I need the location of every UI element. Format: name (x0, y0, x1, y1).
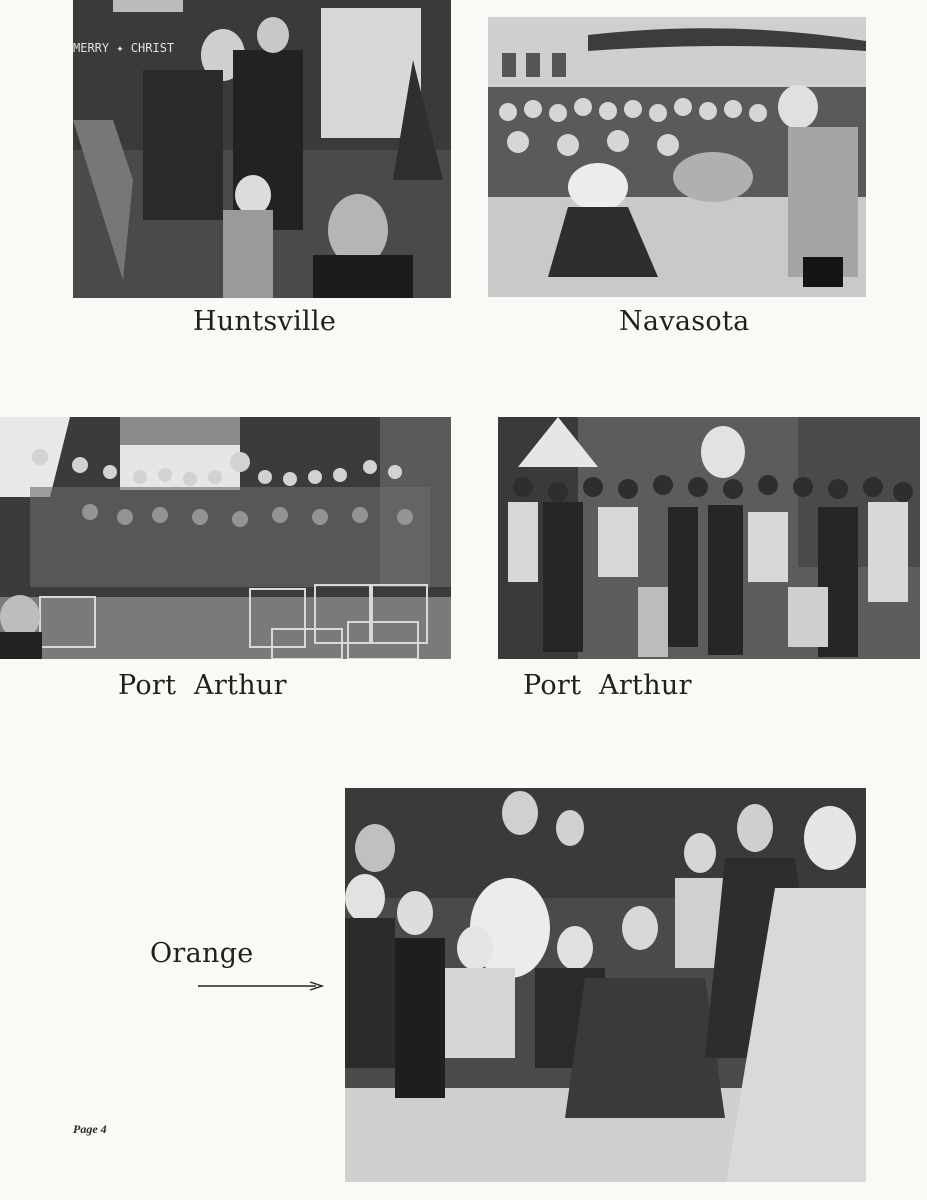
port-arthur-caption-2: Port Arthur (523, 670, 692, 701)
navasota-scene (488, 17, 866, 297)
huntsville-scene (73, 0, 451, 298)
port-arthur-photo-2 (498, 417, 920, 659)
port-arthur-photo-1 (0, 417, 451, 659)
orange-caption: Orange (150, 938, 254, 969)
navasota-caption: Navasota (619, 306, 750, 337)
arrow-right-icon (198, 980, 324, 992)
huntsville-caption: Huntsville (193, 306, 337, 337)
huntsville-photo (73, 0, 451, 298)
orange-scene (345, 788, 866, 1182)
port-arthur-scene-1 (0, 417, 451, 659)
orange-photo (345, 788, 866, 1182)
port-arthur-scene-2 (498, 417, 920, 659)
port-arthur-caption-1: Port Arthur (118, 670, 287, 701)
merry-christmas-banner: MERRY ✦ CHRIST (73, 41, 175, 55)
navasota-photo (488, 17, 866, 297)
page-number: Page 4 (73, 1122, 107, 1136)
